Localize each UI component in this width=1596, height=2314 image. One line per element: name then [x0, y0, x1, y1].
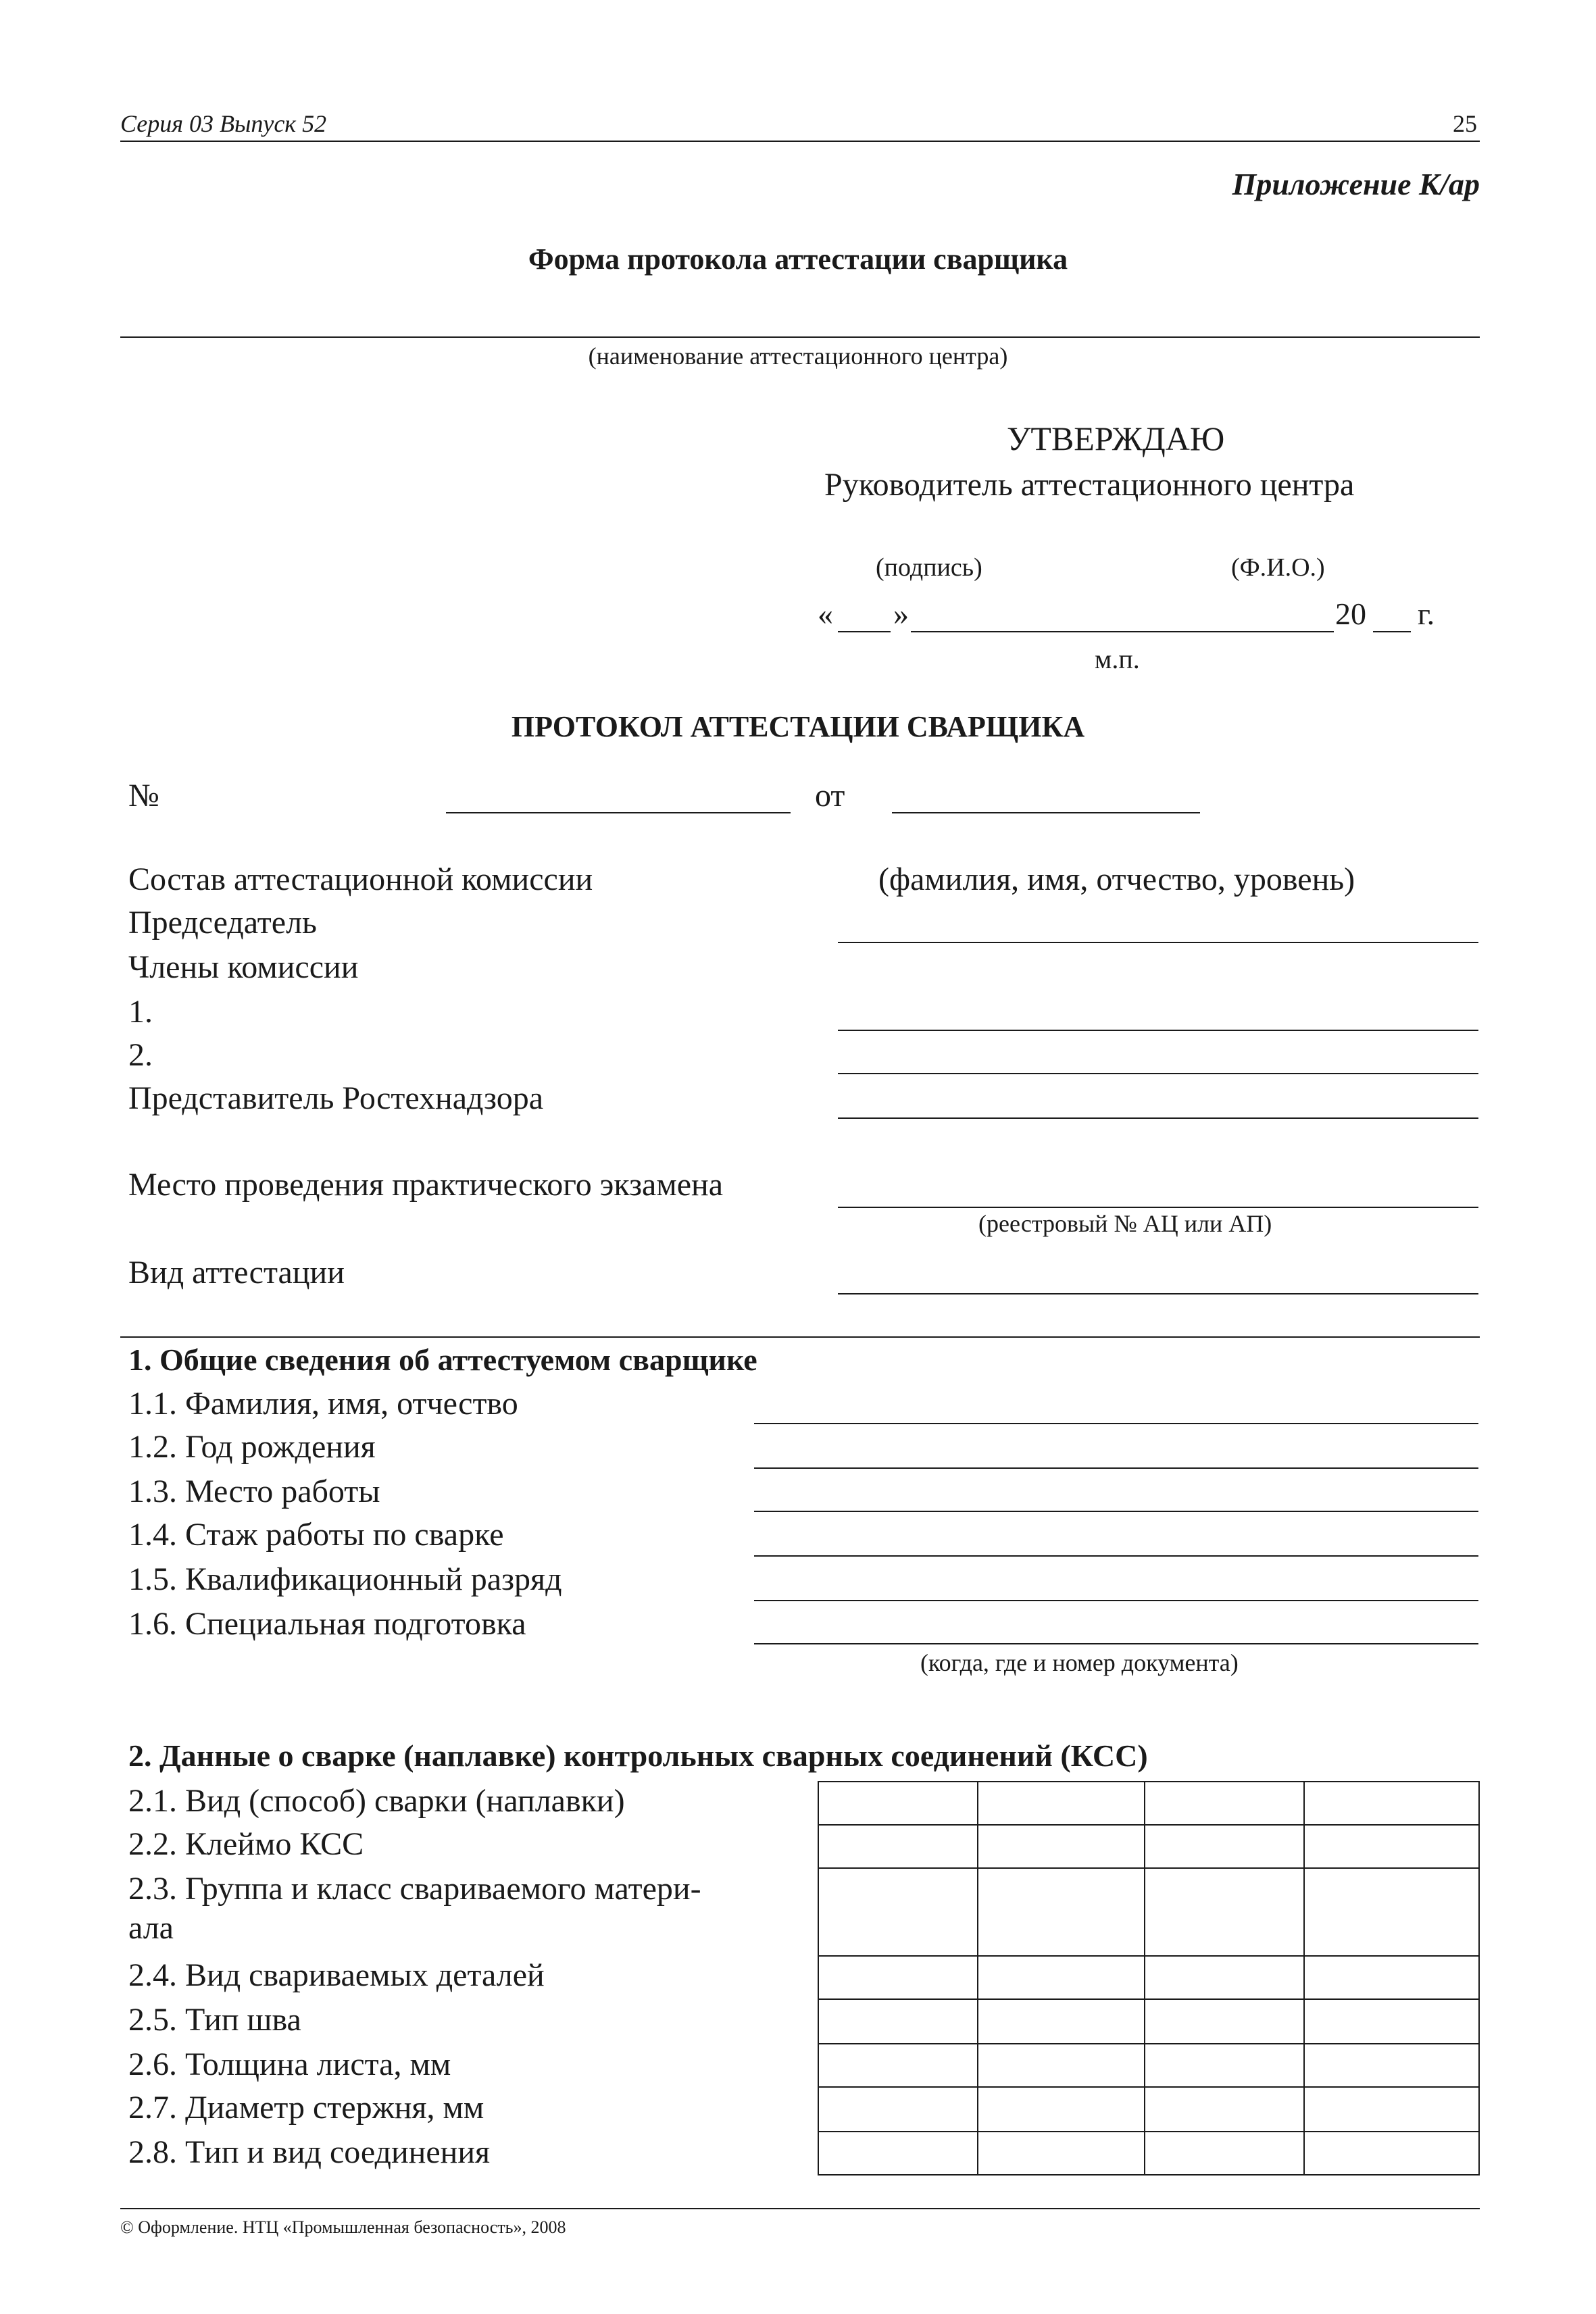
page-number: 25 — [1453, 110, 1477, 137]
year-line — [1373, 631, 1411, 632]
kss-table-cell[interactable] — [978, 2132, 1145, 2175]
s1-item: 1.2. Год рождения — [128, 1429, 376, 1465]
section-divider — [120, 1336, 1480, 1338]
s2-item: 2.7. Диаметр стержня, мм — [128, 2090, 484, 2126]
kss-table-cell[interactable] — [1304, 2087, 1479, 2132]
s1-item-line — [754, 1643, 1478, 1644]
kss-data-table — [818, 1781, 1480, 2175]
kss-table-row — [818, 2044, 1479, 2087]
kss-table-cell[interactable] — [1145, 1868, 1304, 1956]
form-title: Форма протокола аттестации сварщика — [528, 243, 1068, 276]
kss-table-cell[interactable] — [818, 1999, 978, 2044]
kss-table-row — [818, 1782, 1479, 1825]
member-1-line — [838, 1030, 1478, 1031]
member-2-line — [838, 1073, 1478, 1074]
signature-caption: (подпись) — [876, 553, 982, 582]
s1-item: 1.4. Стаж работы по сварке — [128, 1517, 504, 1553]
kss-table-row — [818, 1825, 1479, 1868]
kss-table-cell[interactable] — [818, 2087, 978, 2132]
kss-table-cell[interactable] — [978, 1956, 1145, 1999]
s2-item: 2.1. Вид (способ) сварки (наплавки) — [128, 1783, 625, 1819]
s1-item-line — [754, 1467, 1478, 1469]
s1-item-line — [754, 1511, 1478, 1512]
s1-item-line — [754, 1600, 1478, 1601]
s2-item: 2.6. Толщина листа, мм — [128, 2046, 451, 2082]
doc-caption: (когда, где и номер документа) — [920, 1649, 1239, 1676]
section1-title: 1. Общие сведения об аттестуемом сварщике — [128, 1342, 757, 1377]
year-prefix: 20 — [1335, 597, 1366, 631]
s2-item: 2.4. Вид свариваемых деталей — [128, 1957, 545, 1993]
member-2-label: 2. — [128, 1037, 153, 1073]
kss-table-row — [818, 2132, 1479, 2175]
s1-item: 1.6. Специальная подготовка — [128, 1606, 526, 1642]
appendix-label: Приложение К/ар — [1232, 167, 1480, 201]
center-name-caption: (наименование аттестационного центра) — [588, 343, 1008, 370]
commission-composition-caption: (фамилия, имя, отчество, уровень) — [878, 861, 1355, 897]
kss-table-cell[interactable] — [1304, 2044, 1479, 2087]
s1-item: 1.3. Место работы — [128, 1474, 380, 1509]
s1-item-line — [754, 1423, 1478, 1424]
kss-table-cell[interactable] — [1145, 2132, 1304, 2175]
protocol-date-line — [892, 812, 1200, 813]
kss-table-cell[interactable] — [818, 1782, 978, 1825]
date-open-quote: « — [818, 597, 833, 631]
exam-place-label: Место проведения практического экзамена — [128, 1167, 724, 1203]
stamp-label: м.п. — [1095, 644, 1140, 674]
kss-table-cell[interactable] — [1145, 1782, 1304, 1825]
kss-table-cell[interactable] — [1304, 1956, 1479, 1999]
kss-table-row — [818, 1956, 1479, 1999]
kss-table-cell[interactable] — [1304, 1999, 1479, 2044]
protocol-from-label: от — [815, 778, 845, 813]
date-close-quote: » — [893, 597, 909, 631]
kss-table-row — [818, 1999, 1479, 2044]
rostekh-label: Представитель Ростехнадзора — [128, 1080, 544, 1116]
kss-table-row — [818, 2087, 1479, 2132]
s2-item: ала — [128, 1910, 174, 1946]
series-label: Серия 03 Выпуск 52 — [120, 110, 327, 137]
s1-item-line — [754, 1555, 1478, 1557]
date-month-line — [911, 631, 1334, 632]
s1-item: 1.5. Квалификационный разряд — [128, 1561, 562, 1597]
member-1-label: 1. — [128, 994, 153, 1030]
kss-table-cell[interactable] — [978, 2044, 1145, 2087]
members-label: Члены комиссии — [128, 949, 359, 985]
kss-table-cell[interactable] — [978, 1782, 1145, 1825]
footer-rule — [120, 2208, 1480, 2209]
kss-table-cell[interactable] — [1145, 1999, 1304, 2044]
kss-table-cell[interactable] — [978, 1999, 1145, 2044]
kss-table-cell[interactable] — [1145, 1825, 1304, 1868]
approve-label: УТВЕРЖДАЮ — [1007, 420, 1225, 457]
attestation-type-label: Вид аттестации — [128, 1255, 345, 1290]
kss-table-cell[interactable] — [818, 1956, 978, 1999]
center-name-line — [120, 336, 1480, 338]
kss-table-row — [818, 1868, 1479, 1956]
protocol-number-line — [446, 812, 791, 813]
kss-table-cell[interactable] — [1304, 2132, 1479, 2175]
kss-table-cell[interactable] — [818, 2044, 978, 2087]
approver-position: Руководитель аттестационного центра — [824, 467, 1355, 503]
kss-table-cell[interactable] — [1145, 2044, 1304, 2087]
kss-table-cell[interactable] — [978, 1868, 1145, 1956]
kss-table-cell[interactable] — [818, 2132, 978, 2175]
kss-table-cell[interactable] — [978, 1825, 1145, 1868]
s2-item: 2.2. Клеймо КСС — [128, 1826, 364, 1862]
s2-item: 2.3. Группа и класс свариваемого матери- — [128, 1871, 701, 1907]
kss-table-cell[interactable] — [1304, 1868, 1479, 1956]
protocol-title: ПРОТОКОЛ АТТЕСТАЦИИ СВАРЩИКА — [511, 710, 1085, 743]
registry-caption: (реестровый № АЦ или АП) — [978, 1210, 1272, 1237]
kss-table-cell[interactable] — [1145, 1956, 1304, 1999]
kss-table-cell[interactable] — [1304, 1825, 1479, 1868]
chairman-label: Председатель — [128, 905, 317, 940]
footer-copyright: © Оформление. НТЦ «Промышленная безопасность», 2008 — [120, 2217, 566, 2237]
commission-composition-label: Состав аттестационной комиссии — [128, 861, 593, 897]
name-caption: (Ф.И.О.) — [1231, 553, 1325, 582]
kss-table-cell[interactable] — [1304, 1782, 1479, 1825]
year-suffix: г. — [1418, 597, 1435, 631]
attestation-type-line — [838, 1293, 1478, 1294]
s2-item: 2.5. Тип шва — [128, 2002, 301, 2038]
chairman-line — [838, 942, 1478, 943]
kss-table-cell[interactable] — [978, 2087, 1145, 2132]
header-rule — [120, 141, 1480, 142]
s1-item: 1.1. Фамилия, имя, отчество — [128, 1386, 518, 1422]
protocol-number-label: № — [128, 778, 159, 813]
s2-item: 2.8. Тип и вид соединения — [128, 2134, 491, 2170]
kss-table-cell[interactable] — [1145, 2087, 1304, 2132]
date-day-line — [838, 631, 891, 632]
exam-place-line — [838, 1207, 1478, 1208]
rostekh-line — [838, 1117, 1478, 1119]
section2-title: 2. Данные о сварке (наплавке) контрольных сварных соединений (КСС) — [128, 1738, 1148, 1773]
kss-table-cell[interactable] — [818, 1868, 978, 1956]
kss-table-cell[interactable] — [818, 1825, 978, 1868]
